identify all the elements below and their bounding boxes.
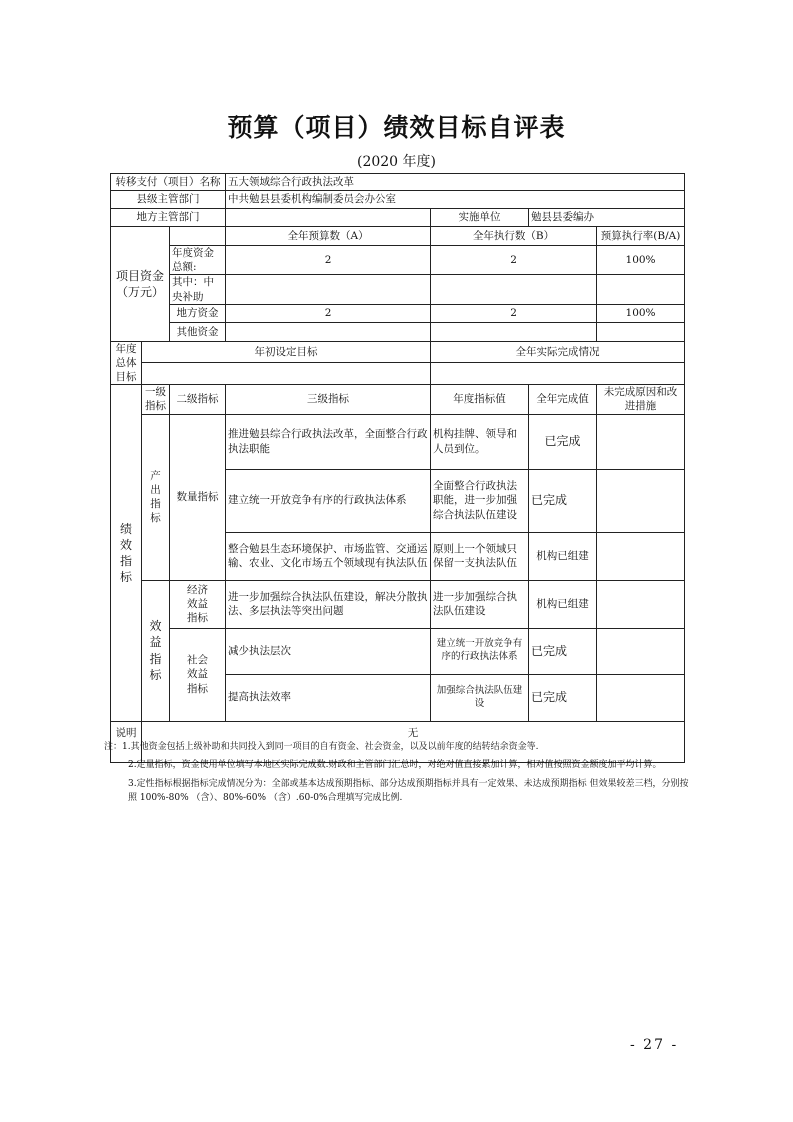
perf-header-level2: 二级指标 xyxy=(170,385,226,414)
funds-header-rate: 预算执行率(B/A) xyxy=(597,227,685,246)
perf-header-reason: 未完成原因和改进措施 xyxy=(597,385,685,414)
local-dept-label: 地方主管部门 xyxy=(111,209,226,227)
local-dept-value xyxy=(226,209,431,227)
county-dept-value: 中共勉县县委机构编制委员会办公室 xyxy=(226,191,685,209)
goals-actual-value xyxy=(431,362,685,384)
page-title: 预算（项目）绩效目标自评表 xyxy=(227,113,566,142)
funds-row-actual xyxy=(431,322,597,341)
funds-row-label: 其中：中央补助 xyxy=(170,275,226,304)
target-value: 全面整合行政执法职能，进一步加强综合执法队伍建设 xyxy=(431,469,529,532)
perf-header-level1: 一级指标 xyxy=(142,385,170,414)
indicator-text: 减少执法层次 xyxy=(226,628,431,674)
funds-row-label: 年度资金总额: xyxy=(170,246,226,275)
indicator-text: 整合勉县生态环境保护、市场监管、交通运输、农业、文化市场五个领域现有执法队伍 xyxy=(226,532,431,580)
perf-header-level3: 三级指标 xyxy=(226,385,431,414)
indicator-text: 推进勉县综合行政执法改革，全面整合行政执法职能 xyxy=(226,414,431,469)
impl-unit-label: 实施单位 xyxy=(431,209,529,227)
target-value: 建立统一开放竞争有序的行政执法体系 xyxy=(431,628,529,674)
funds-row-actual xyxy=(431,275,597,304)
remark-label: 说明 xyxy=(111,721,142,762)
target-value: 机构挂牌、领导和人员到位。 xyxy=(431,414,529,469)
funds-row-rate: 100% xyxy=(597,246,685,275)
evaluation-table xyxy=(110,173,685,763)
funds-row-label: 其他资金 xyxy=(170,322,226,341)
funds-header-budget: 全年预算数（A） xyxy=(226,227,431,246)
funds-row-label: 地方资金 xyxy=(170,304,226,322)
funds-row-rate xyxy=(597,275,685,304)
funds-row-rate xyxy=(597,322,685,341)
indicator-text: 提高执法效率 xyxy=(226,674,431,721)
remark-value: 无 xyxy=(142,721,685,762)
funds-row-budget: 2 xyxy=(226,304,431,322)
perf-header-done: 全年完成值 xyxy=(529,385,597,414)
reason-value xyxy=(597,469,685,532)
annual-goals-label: 年度总体目标 xyxy=(111,341,142,385)
project-name-label: 转移支付（项目）名称 xyxy=(111,174,226,191)
page-number: - 27 - xyxy=(630,1037,679,1053)
goals-set-header: 年初设定目标 xyxy=(142,341,431,362)
funds-row-actual: 2 xyxy=(431,304,597,322)
funds-row-budget: 2 xyxy=(226,246,431,275)
perf-indicators-label: 绩效指标 xyxy=(111,385,142,721)
funds-header-blank xyxy=(170,227,226,246)
project-name-value: 五大领域综合行政执法改革 xyxy=(226,174,685,191)
reason-value xyxy=(597,414,685,469)
footnote-2: 2.定量指标，资金使用单位填写本地区实际完成数.财政和主管部门汇总时，对绝对值直接累加计算，相对值按照资金额度加平均计算。 xyxy=(128,760,662,771)
funds-row-budget xyxy=(226,322,431,341)
done-value: 已完成 xyxy=(529,674,597,721)
goals-set-value xyxy=(142,362,431,384)
done-value: 已完成 xyxy=(529,628,597,674)
footnotes xyxy=(104,740,689,810)
indicator-text: 进一步加强综合执法队伍建设，解决分散执法、多层执法等突出问题 xyxy=(226,580,431,628)
county-dept-label: 县级主管部门 xyxy=(111,191,226,209)
done-value: 机构已组建 xyxy=(529,580,597,628)
funds-row-rate: 100% xyxy=(597,304,685,322)
footnote-1: 注：1.其他资金包括上级补助和共同投入到同一项目的自有资金、社会资金，以及以前年度的结转结余资金等. xyxy=(104,742,539,752)
reason-value xyxy=(597,580,685,628)
target-value: 加强综合执法队伍建设 xyxy=(431,674,529,721)
year-label: (2020 年度) xyxy=(356,154,436,170)
social-benefit-label: 社会效益指标 xyxy=(170,628,226,721)
funds-row-budget xyxy=(226,275,431,304)
perf-header-target: 年度指标值 xyxy=(431,385,529,414)
indicator-text: 建立统一开放竞争有序的行政执法体系 xyxy=(226,469,431,532)
quantity-indicator-label: 数量指标 xyxy=(170,414,226,580)
done-value: 已完成 xyxy=(529,414,597,469)
funds-section-label: 项目资金 （万元） xyxy=(111,227,170,342)
economic-benefit-label: 经济效益指标 xyxy=(170,580,226,628)
target-value: 进一步加强综合执法队伍建设 xyxy=(431,580,529,628)
output-indicator-label: 产出指标 xyxy=(142,414,170,580)
footnote-3: 3.定性指标根据指标完成情况分为：全部或基本达成预期指标、部分达成预期指标并具有一定效果、未达成预期指标 但效果较差三档，分别按照 100%-80% （含）、80%-60% （含）.60-0%合理填写完成比例. xyxy=(128,778,689,804)
impl-unit-value: 勉县县委编办 xyxy=(529,209,685,227)
done-value: 机构已组建 xyxy=(529,532,597,580)
funds-row-actual: 2 xyxy=(431,246,597,275)
benefit-indicator-label: 效益指标 xyxy=(142,580,170,721)
done-value: 已完成 xyxy=(529,469,597,532)
funds-header-actual: 全年执行数（B） xyxy=(431,227,597,246)
goals-actual-header: 全年实际完成情况 xyxy=(431,341,685,362)
reason-value xyxy=(597,532,685,580)
target-value: 原则上一个领域只保留一支执法队伍 xyxy=(431,532,529,580)
reason-value xyxy=(597,674,685,721)
reason-value xyxy=(597,628,685,674)
